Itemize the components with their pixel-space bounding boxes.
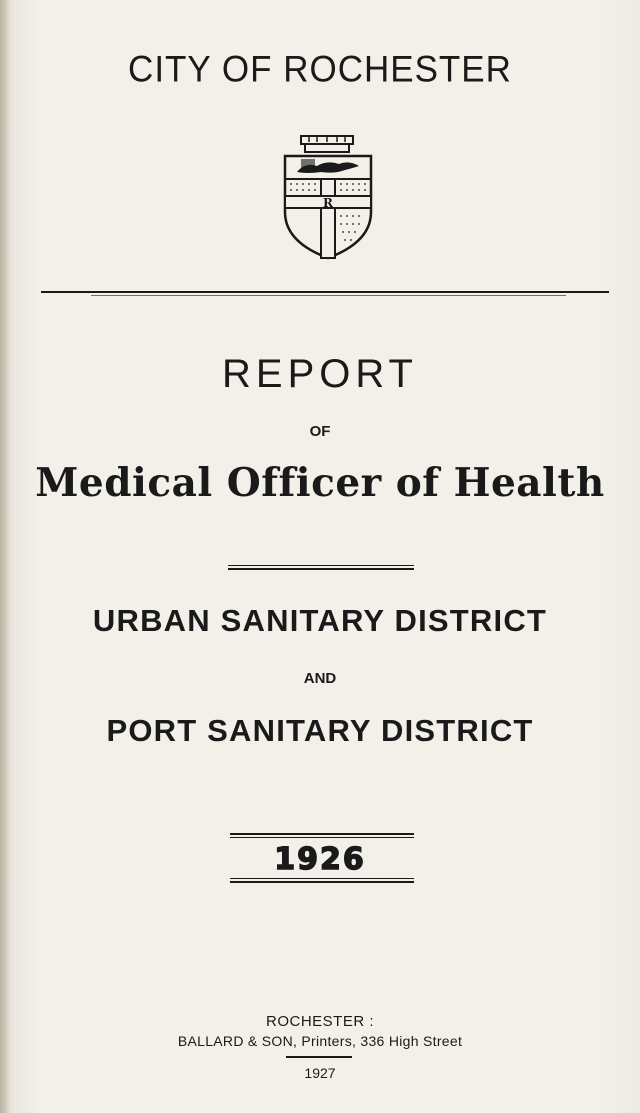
rule-year-top-2 [230, 837, 414, 838]
port-district: PORT SANITARY DISTRICT [106, 713, 534, 748]
rule-imprint [286, 1056, 352, 1058]
and-label: AND [303, 670, 337, 687]
coat-of-arms-icon [283, 134, 373, 264]
rule-year-bottom-2 [230, 881, 414, 883]
report-year: 1926 [274, 842, 366, 877]
of-label: OF [309, 423, 331, 440]
imprint-printer: BALLARD & SON, Printers, 336 High Street [177, 1033, 463, 1049]
imprint-place: ROCHESTER : [265, 1013, 374, 1030]
subject-title: Medical Officer of Health [35, 460, 605, 506]
rule-top-thick [41, 291, 609, 293]
publication-year: 1927 [304, 1065, 336, 1081]
svg-text:R: R [323, 196, 333, 210]
report-heading: REPORT [222, 352, 418, 396]
rule-top-thin [91, 295, 566, 296]
rule-year-bottom-1 [230, 878, 414, 879]
urban-district: URBAN SANITARY DISTRICT [92, 603, 548, 638]
city-title: CITY OF ROCHESTER [128, 49, 512, 90]
binding-edge-shadow [0, 0, 10, 1113]
rule-middle-2 [228, 568, 414, 570]
rule-middle-1 [228, 565, 414, 566]
rule-year-top-1 [230, 833, 414, 835]
